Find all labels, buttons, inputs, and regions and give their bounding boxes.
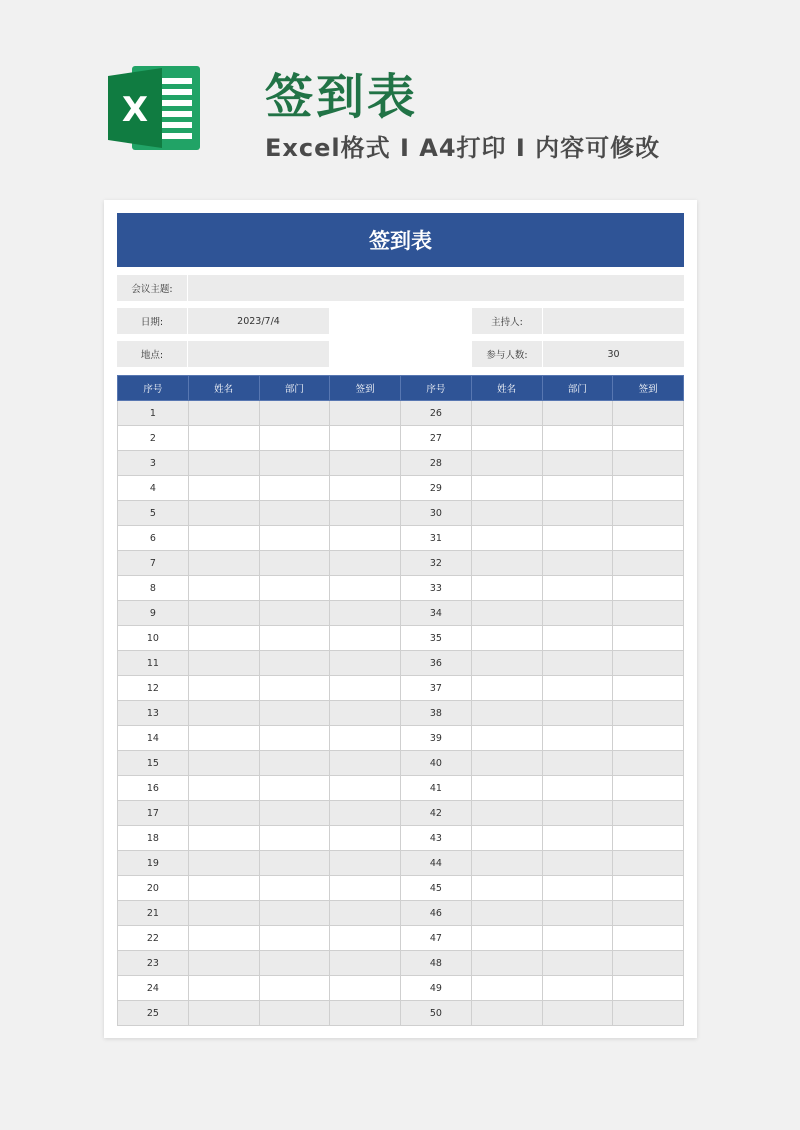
signature-cell[interactable] (330, 601, 401, 626)
seq-cell: 15 (118, 751, 189, 776)
table-row (118, 876, 684, 901)
name-cell[interactable] (188, 851, 259, 876)
department-cell[interactable] (259, 851, 330, 876)
excel-logo-icon (104, 58, 204, 158)
table-row (118, 826, 684, 851)
seq-cell: 30 (401, 501, 472, 526)
table-row (118, 926, 684, 951)
table-row (118, 751, 684, 776)
department-cell[interactable] (259, 401, 330, 426)
department-cell[interactable] (542, 801, 613, 826)
department-cell[interactable] (542, 401, 613, 426)
signature-cell[interactable] (330, 876, 401, 901)
name-cell[interactable] (188, 401, 259, 426)
signature-cell[interactable] (330, 801, 401, 826)
signature-cell[interactable] (613, 976, 684, 1001)
department-cell[interactable] (259, 826, 330, 851)
signature-cell[interactable] (613, 826, 684, 851)
department-cell[interactable] (542, 726, 613, 751)
seq-cell: 42 (401, 801, 472, 826)
host-value[interactable] (542, 308, 684, 334)
name-cell[interactable] (471, 501, 542, 526)
department-cell[interactable] (542, 826, 613, 851)
table-row (118, 551, 684, 576)
page-title: 签到表 (265, 69, 419, 125)
sign-in-sheet (104, 200, 697, 1038)
department-cell[interactable] (542, 426, 613, 451)
name-cell[interactable] (188, 651, 259, 676)
meeting-topic-label: 会议主题: (131, 284, 173, 295)
department-cell[interactable] (542, 601, 613, 626)
signature-cell[interactable] (330, 426, 401, 451)
department-cell[interactable] (259, 726, 330, 751)
seq-cell: 14 (118, 726, 189, 751)
name-cell[interactable] (188, 976, 259, 1001)
seq-cell: 33 (401, 576, 472, 601)
svg-text:X: X (121, 90, 149, 130)
department-cell[interactable] (542, 651, 613, 676)
date-row (117, 308, 329, 334)
name-cell[interactable] (471, 601, 542, 626)
name-cell[interactable] (471, 451, 542, 476)
name-cell[interactable] (188, 476, 259, 501)
name-cell[interactable] (471, 901, 542, 926)
name-cell[interactable] (471, 476, 542, 501)
name-cell[interactable] (471, 926, 542, 951)
name-cell[interactable] (188, 776, 259, 801)
signature-cell[interactable] (330, 976, 401, 1001)
name-cell[interactable] (471, 751, 542, 776)
name-cell[interactable] (471, 826, 542, 851)
table-row (118, 476, 684, 501)
name-cell[interactable] (471, 626, 542, 651)
signature-cell[interactable] (330, 776, 401, 801)
department-cell[interactable] (542, 951, 613, 976)
seq-cell: 46 (401, 901, 472, 926)
table-header-row (118, 376, 684, 401)
name-cell[interactable] (188, 451, 259, 476)
place-label: 地点: (140, 350, 164, 361)
signature-cell[interactable] (613, 951, 684, 976)
signature-cell[interactable] (330, 676, 401, 701)
department-cell[interactable] (542, 451, 613, 476)
table-row (118, 701, 684, 726)
department-cell[interactable] (542, 626, 613, 651)
column-header: 序号 (118, 376, 189, 401)
seq-cell: 23 (118, 951, 189, 976)
department-cell[interactable] (542, 551, 613, 576)
column-header: 姓名 (188, 376, 259, 401)
department-cell[interactable] (542, 901, 613, 926)
signature-cell[interactable] (613, 426, 684, 451)
seq-cell: 12 (118, 676, 189, 701)
page-header (0, 0, 800, 190)
signature-cell[interactable] (330, 576, 401, 601)
name-cell[interactable] (471, 951, 542, 976)
signature-cell[interactable] (613, 476, 684, 501)
seq-cell: 29 (401, 476, 472, 501)
table-row (118, 576, 684, 601)
place-value[interactable] (187, 341, 329, 367)
seq-cell: 39 (401, 726, 472, 751)
seq-cell: 31 (401, 526, 472, 551)
signature-cell[interactable] (330, 626, 401, 651)
name-cell[interactable] (188, 426, 259, 451)
table-row (118, 626, 684, 651)
seq-cell: 18 (118, 826, 189, 851)
name-cell[interactable] (188, 951, 259, 976)
name-cell[interactable] (188, 526, 259, 551)
department-cell[interactable] (259, 926, 330, 951)
table-row (118, 601, 684, 626)
department-cell[interactable] (259, 901, 330, 926)
signature-cell[interactable] (613, 801, 684, 826)
page-subtitle: Excel格式 I A4打印 I 内容可修改 (265, 134, 661, 162)
signature-cell[interactable] (330, 1001, 401, 1026)
seq-cell: 32 (401, 551, 472, 576)
table-row (118, 501, 684, 526)
signature-cell[interactable] (330, 901, 401, 926)
department-cell[interactable] (259, 776, 330, 801)
signature-cell[interactable] (613, 401, 684, 426)
seq-cell: 28 (401, 451, 472, 476)
sheet-title-banner: 签到表 (117, 213, 684, 267)
table-row (118, 526, 684, 551)
seq-cell: 38 (401, 701, 472, 726)
column-header: 签到 (613, 376, 684, 401)
meeting-topic-row (117, 275, 684, 301)
department-cell[interactable] (542, 676, 613, 701)
signature-cell[interactable] (330, 826, 401, 851)
department-cell[interactable] (259, 576, 330, 601)
seq-cell: 36 (401, 651, 472, 676)
name-cell[interactable] (188, 926, 259, 951)
seq-cell: 19 (118, 851, 189, 876)
place-row (117, 341, 329, 367)
name-cell[interactable] (188, 826, 259, 851)
department-cell[interactable] (542, 1001, 613, 1026)
signature-cell[interactable] (330, 926, 401, 951)
seq-cell: 9 (118, 601, 189, 626)
column-header: 姓名 (471, 376, 542, 401)
department-cell[interactable] (542, 851, 613, 876)
department-cell[interactable] (259, 501, 330, 526)
signature-cell[interactable] (330, 751, 401, 776)
name-cell[interactable] (188, 751, 259, 776)
date-value[interactable]: 2023/7/4 (187, 308, 329, 334)
department-cell[interactable] (259, 651, 330, 676)
department-cell[interactable] (542, 576, 613, 601)
seq-cell: 40 (401, 751, 472, 776)
table-row (118, 426, 684, 451)
signature-cell[interactable] (330, 476, 401, 501)
signature-cell[interactable] (613, 651, 684, 676)
seq-cell: 50 (401, 1001, 472, 1026)
department-cell[interactable] (259, 626, 330, 651)
seq-cell: 37 (401, 676, 472, 701)
table-row (118, 901, 684, 926)
department-cell[interactable] (259, 601, 330, 626)
signature-cell[interactable] (330, 401, 401, 426)
seq-cell: 11 (118, 651, 189, 676)
signature-cell[interactable] (613, 776, 684, 801)
signature-cell[interactable] (613, 601, 684, 626)
table-row (118, 951, 684, 976)
name-cell[interactable] (471, 551, 542, 576)
seq-cell: 45 (401, 876, 472, 901)
department-cell[interactable] (542, 776, 613, 801)
name-cell[interactable] (471, 801, 542, 826)
signature-cell[interactable] (613, 526, 684, 551)
signature-cell[interactable] (613, 726, 684, 751)
name-cell[interactable] (188, 626, 259, 651)
seq-cell: 2 (118, 426, 189, 451)
name-cell[interactable] (471, 426, 542, 451)
signature-cell[interactable] (613, 551, 684, 576)
table-row (118, 451, 684, 476)
seq-cell: 49 (401, 976, 472, 1001)
signature-cell[interactable] (330, 501, 401, 526)
seq-cell: 6 (118, 526, 189, 551)
table-row (118, 976, 684, 1001)
seq-cell: 43 (401, 826, 472, 851)
name-cell[interactable] (188, 726, 259, 751)
name-cell[interactable] (471, 1001, 542, 1026)
department-cell[interactable] (259, 751, 330, 776)
table-row (118, 851, 684, 876)
department-cell[interactable] (542, 751, 613, 776)
name-cell[interactable] (188, 801, 259, 826)
name-cell[interactable] (188, 501, 259, 526)
table-row (118, 401, 684, 426)
department-cell[interactable] (542, 501, 613, 526)
seq-cell: 24 (118, 976, 189, 1001)
department-cell[interactable] (259, 451, 330, 476)
signature-cell[interactable] (613, 626, 684, 651)
table-row (118, 676, 684, 701)
name-cell[interactable] (471, 976, 542, 1001)
department-cell[interactable] (259, 676, 330, 701)
seq-cell: 48 (401, 951, 472, 976)
department-cell[interactable] (542, 701, 613, 726)
signature-cell[interactable] (613, 451, 684, 476)
department-cell[interactable] (542, 876, 613, 901)
signature-cell[interactable] (613, 1001, 684, 1026)
name-cell[interactable] (471, 776, 542, 801)
seq-cell: 17 (118, 801, 189, 826)
signature-cell[interactable] (330, 526, 401, 551)
table-row (118, 651, 684, 676)
host-label: 主持人: (491, 317, 523, 328)
name-cell[interactable] (471, 701, 542, 726)
name-cell[interactable] (188, 876, 259, 901)
signature-cell[interactable] (613, 926, 684, 951)
meeting-topic-value[interactable] (187, 275, 684, 301)
signature-cell[interactable] (613, 851, 684, 876)
signature-cell[interactable] (613, 751, 684, 776)
signature-cell[interactable] (330, 451, 401, 476)
name-cell[interactable] (471, 576, 542, 601)
table-row (118, 1001, 684, 1026)
signature-cell[interactable] (330, 651, 401, 676)
signature-cell[interactable] (613, 676, 684, 701)
seq-cell: 3 (118, 451, 189, 476)
department-cell[interactable] (542, 926, 613, 951)
seq-cell: 47 (401, 926, 472, 951)
department-cell[interactable] (259, 1001, 330, 1026)
date-label: 日期: (140, 317, 164, 328)
department-cell[interactable] (259, 951, 330, 976)
signature-cell[interactable] (330, 551, 401, 576)
name-cell[interactable] (188, 601, 259, 626)
column-header: 部门 (259, 376, 330, 401)
column-header: 序号 (401, 376, 472, 401)
name-cell[interactable] (471, 876, 542, 901)
department-cell[interactable] (542, 476, 613, 501)
seq-cell: 34 (401, 601, 472, 626)
seq-cell: 8 (118, 576, 189, 601)
department-cell[interactable] (259, 701, 330, 726)
signature-cell[interactable] (613, 701, 684, 726)
name-cell[interactable] (471, 851, 542, 876)
department-cell[interactable] (259, 976, 330, 1001)
table-row (118, 776, 684, 801)
name-cell[interactable] (471, 401, 542, 426)
host-row (472, 308, 684, 334)
seq-cell: 16 (118, 776, 189, 801)
signature-cell[interactable] (613, 501, 684, 526)
seq-cell: 44 (401, 851, 472, 876)
seq-cell: 13 (118, 701, 189, 726)
name-cell[interactable] (188, 576, 259, 601)
table-row (118, 801, 684, 826)
name-cell[interactable] (188, 701, 259, 726)
signature-cell[interactable] (330, 726, 401, 751)
seq-cell: 21 (118, 901, 189, 926)
department-cell[interactable] (259, 801, 330, 826)
signature-cell[interactable] (330, 951, 401, 976)
seq-cell: 7 (118, 551, 189, 576)
attendance-table (117, 375, 684, 1026)
seq-cell: 22 (118, 926, 189, 951)
signature-cell[interactable] (330, 701, 401, 726)
department-cell[interactable] (259, 476, 330, 501)
department-cell[interactable] (259, 426, 330, 451)
department-cell[interactable] (259, 876, 330, 901)
attendee-count-label: 参与人数: (486, 350, 528, 361)
name-cell[interactable] (471, 726, 542, 751)
seq-cell: 35 (401, 626, 472, 651)
name-cell[interactable] (471, 676, 542, 701)
seq-cell: 26 (401, 401, 472, 426)
department-cell[interactable] (542, 526, 613, 551)
name-cell[interactable] (188, 551, 259, 576)
department-cell[interactable] (259, 526, 330, 551)
seq-cell: 10 (118, 626, 189, 651)
signature-cell[interactable] (613, 576, 684, 601)
department-cell[interactable] (542, 976, 613, 1001)
seq-cell: 27 (401, 426, 472, 451)
column-header: 部门 (542, 376, 613, 401)
seq-cell: 5 (118, 501, 189, 526)
column-header: 签到 (330, 376, 401, 401)
seq-cell: 1 (118, 401, 189, 426)
name-cell[interactable] (188, 1001, 259, 1026)
name-cell[interactable] (471, 651, 542, 676)
attendee-count-value[interactable]: 30 (542, 341, 684, 367)
seq-cell: 20 (118, 876, 189, 901)
signature-cell[interactable] (613, 901, 684, 926)
name-cell[interactable] (188, 901, 259, 926)
seq-cell: 25 (118, 1001, 189, 1026)
signature-cell[interactable] (613, 876, 684, 901)
name-cell[interactable] (188, 676, 259, 701)
attendee-count-row (472, 341, 684, 367)
name-cell[interactable] (471, 526, 542, 551)
seq-cell: 4 (118, 476, 189, 501)
department-cell[interactable] (259, 551, 330, 576)
signature-cell[interactable] (330, 851, 401, 876)
table-row (118, 726, 684, 751)
seq-cell: 41 (401, 776, 472, 801)
